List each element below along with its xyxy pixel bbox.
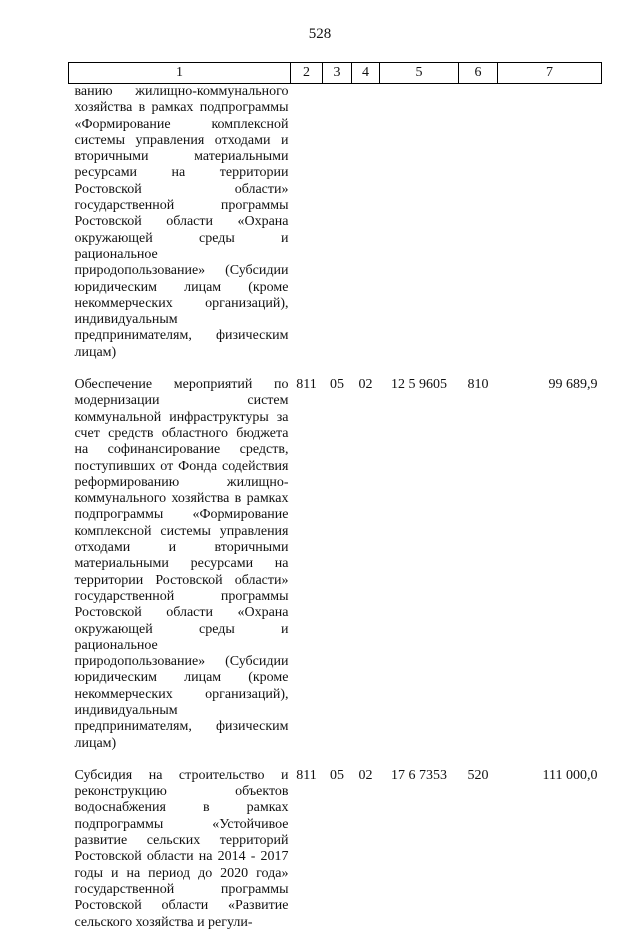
table-header-row [69, 63, 602, 84]
row-amount [498, 84, 602, 362]
row-admin-code: 811 [296, 377, 317, 393]
row-admin-code [291, 84, 323, 362]
row-expense-type: 520 [467, 767, 489, 783]
row-description: Обеспечение мероприятий по модернизации систем коммунальной инфраструктуры за счет средств областного бюджета на софинансирование средств, поступивших от Фонда содействия реформированию жилищно-коммунального хозяйства в рамках подпрограммы «Формирование комплексной системы управления отходами и вторичными материальными ресурсами на территории Ростовской области» государственной программы Ростовской области «Охрана окружающей среды и рациональное природопользование» (Субсидии юридическим лицам (кроме некоммерческих организаций), индивидуальным предпринимателям, физическим лицам) [74, 377, 289, 751]
row-expense-type [459, 84, 498, 362]
column-header: 6 [459, 63, 498, 84]
row-subsection-code: 02 [358, 767, 373, 783]
row-section-code [323, 84, 352, 362]
row-target-article [380, 84, 459, 362]
table-row [69, 768, 602, 931]
row-subsection-code: 02 [358, 377, 373, 393]
row-admin-code: 811 [296, 767, 317, 783]
row-description: ванию жилищно-коммунального хозяйства в рамках подпрограммы «Формирование комплексной системы управления отходами и вторичными материальными ресурсами на территории Ростовской области» государственной программы Ростовской области «Охрана окружающей среды и рациональное природопользование» (Субсидии юридическим лицам (кроме некоммерческих организаций), индивидуальным предпринимателям, физическим лицам) [74, 84, 289, 360]
row-description: Субсидия на строительство и реконструкцию объектов водоснабжения в рамках подпрограммы «Устойчивое развитие сельских территорий Ростовской области на 2014 - 2017 годы и на период до 2020 года» государственной программы Ростовской области «Развитие сельского хозяйства и регули- [74, 767, 289, 930]
row-amount: 111 000,0 [542, 767, 598, 783]
table-row [69, 84, 602, 362]
page-number: 528 [308, 26, 332, 42]
row-subsection-code [352, 84, 380, 362]
row-amount: 99 689,9 [548, 377, 598, 393]
column-header: 2 [291, 63, 323, 84]
table-row [69, 377, 602, 752]
row-section-code: 05 [330, 377, 344, 393]
row-target-article: 17 6 7353 [391, 767, 447, 783]
row-section-code: 05 [330, 767, 344, 783]
column-header: 4 [352, 63, 380, 84]
column-header: 3 [323, 63, 352, 84]
column-header: 1 [69, 63, 291, 84]
row-target-article: 12 5 9605 [391, 377, 447, 393]
row-expense-type: 810 [467, 377, 489, 393]
column-header: 7 [498, 63, 602, 84]
column-header: 5 [380, 63, 459, 84]
budget-table [68, 62, 602, 931]
